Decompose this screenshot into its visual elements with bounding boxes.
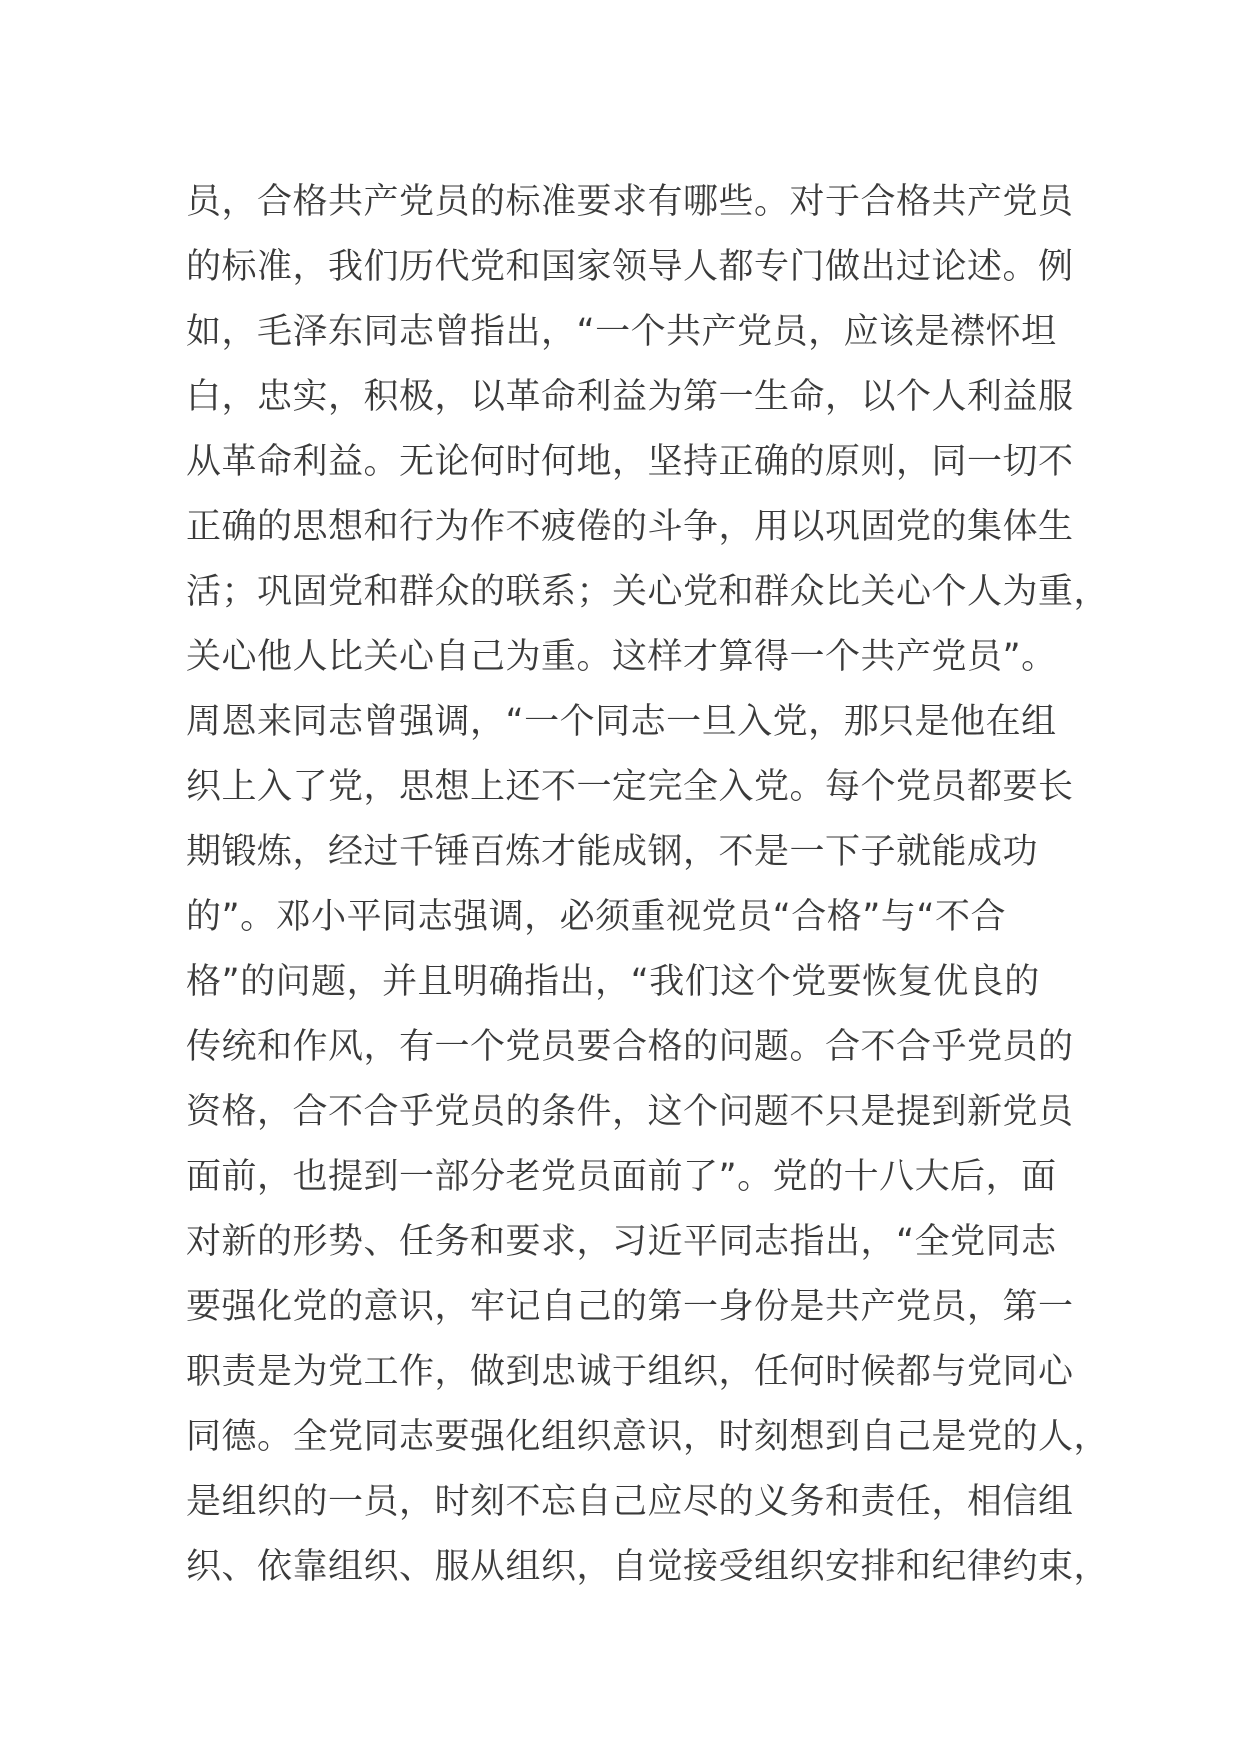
text-line: 职责是为党工作，做到忠诚于组织，任何时候都与党同心: [186, 1352, 1074, 1392]
text-line: 关心他人比关心自己为重。这样才算得一个共产党员”。: [186, 637, 1057, 677]
text-line: 对新的形势、任务和要求，习近平同志指出，“全党同志: [186, 1222, 1057, 1262]
text-line: 周恩来同志曾强调，“一个同志一旦入党，那只是他在组: [186, 702, 1057, 742]
text-line: 格”的问题，并且明确指出，“我们这个党要恢复优良的: [186, 962, 1040, 1002]
text-line: 正确的思想和行为作不疲倦的斗争，用以巩固党的集体生: [186, 507, 1074, 547]
text-line: 织、依靠组织、服从组织，自觉接受组织安排和纪律约束，: [186, 1547, 1110, 1587]
text-line: 期锻炼，经过千锤百炼才能成钢，不是一下子就能成功: [186, 832, 1039, 872]
text-line: 活；巩固党和群众的联系；关心党和群众比关心个人为重，: [186, 572, 1110, 612]
text-line: 传统和作风，有一个党员要合格的问题。合不合乎党员的: [186, 1027, 1074, 1067]
text-line: 要强化党的意识，牢记自己的第一身份是共产党员，第一: [186, 1287, 1074, 1327]
text-line: 从革命利益。无论何时何地，坚持正确的原则，同一切不: [186, 442, 1074, 482]
text-line: 如，毛泽东同志曾指出，“一个共产党员，应该是襟怀坦: [186, 312, 1057, 352]
text-line: 同德。全党同志要强化组织意识，时刻想到自己是党的人，: [186, 1417, 1110, 1457]
text-line: 的标准，我们历代党和国家领导人都专门做出过论述。例: [186, 247, 1074, 287]
text-line: 的”。邓小平同志强调，必须重视党员“合格”与“不合: [186, 897, 1007, 937]
text-line: 员，合格共产党员的标准要求有哪些。对于合格共产党员: [186, 182, 1074, 222]
text-line: 资格，合不合乎党员的条件，这个问题不只是提到新党员: [186, 1092, 1074, 1132]
text-line: 是组织的一员，时刻不忘自己应尽的义务和责任，相信组: [186, 1482, 1074, 1522]
text-line: 面前，也提到一部分老党员面前了”。党的十八大后，面: [186, 1157, 1057, 1197]
text-line: 白，忠实，积极，以革命利益为第一生命，以个人利益服: [186, 377, 1074, 417]
body-text: [186, 170, 1110, 1600]
text-line: 织上入了党，思想上还不一定完全入党。每个党员都要长: [186, 767, 1074, 807]
